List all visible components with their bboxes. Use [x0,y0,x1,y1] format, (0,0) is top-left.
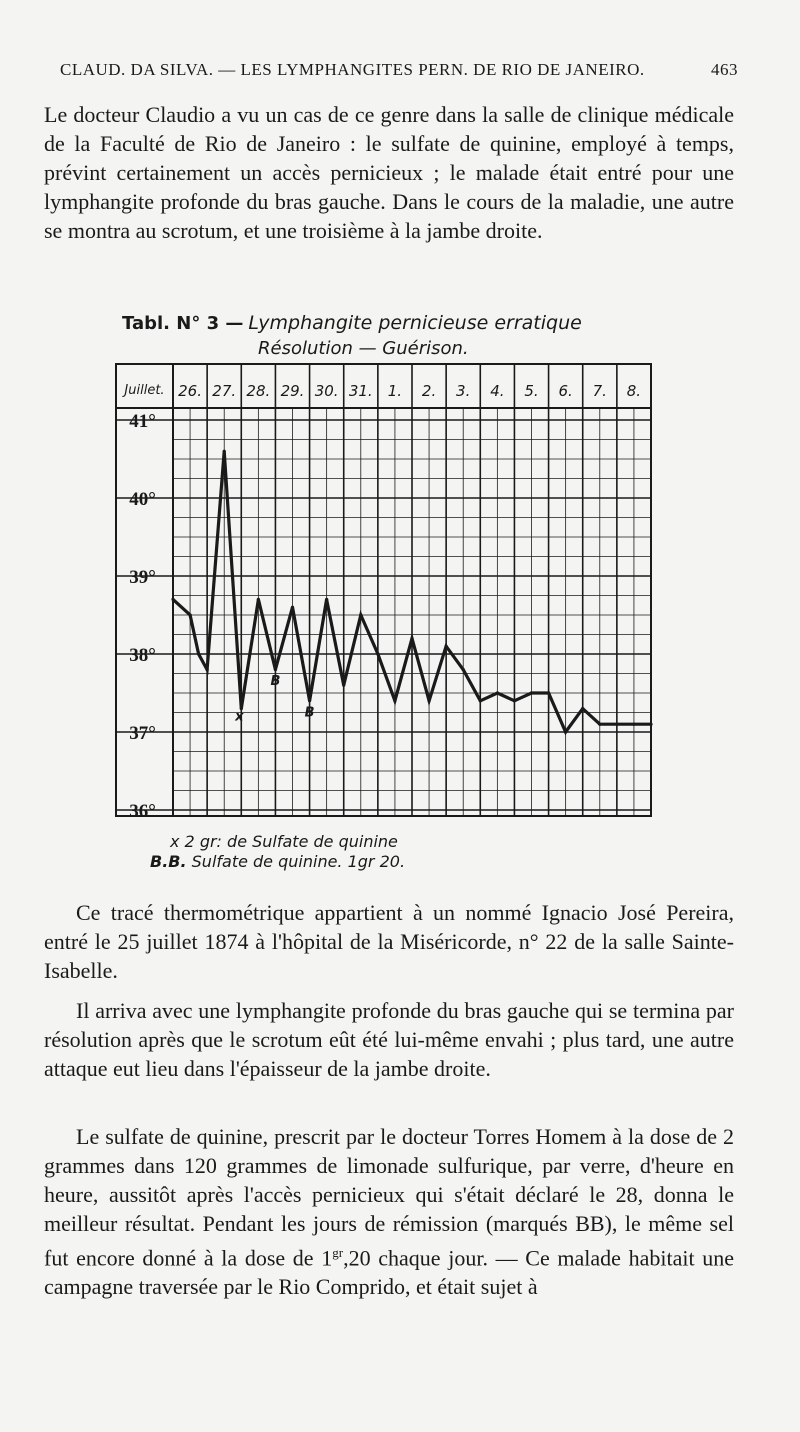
temperature-point [188,613,191,616]
day-label: 3. [456,382,471,400]
chart-frame [116,364,651,816]
temperature-point [427,699,430,702]
y-tick-label: 40° [129,489,156,510]
figure-label: Tabl. N° 3 — [122,313,244,334]
temperature-point [342,684,345,687]
treatment-text-b: ,20 chaque jour. — Ce malade habitait une campagne traversée par le Rio Comprido, et était sujet à [44,1245,735,1300]
y-tick-label: 41° [129,411,156,432]
chart-annotation: B [304,705,315,721]
temperature-point [291,606,294,609]
temperature-point [496,691,499,694]
temperature-point [393,699,396,702]
temperature-point [564,730,567,733]
temperature-point [410,637,413,640]
day-label: 30. [314,382,339,400]
day-label: 7. [592,382,607,400]
gram-superscript: gr [332,1245,344,1260]
paragraph-trace: Ce tracé thermométrique appartient à un nommé Ignacio José Pereira, entré le 25 juillet 1874 à l'hôpital de la Miséricorde, n° 22 de la salle Sainte-Isabelle. [44,900,734,983]
temperature-point [513,699,516,702]
temperature-point [376,652,379,655]
y-tick-label: 37° [129,723,156,744]
temperature-point [530,691,533,694]
y-tick-label: 38° [129,645,156,666]
temperature-point [223,450,226,453]
temperature-point [197,652,200,655]
paragraph-arrival: Il arriva avec une lymphangite profonde du bras gauche qui se termina par résolution après que le scrotum eût été lui-même envahi ; plus tard, une autre attaque eut lieu dans l'épaisseur de la jambe droite. [44,998,734,1081]
temperature-point [206,668,209,671]
temperature-point [581,707,584,710]
day-label: 31. [348,382,373,400]
temperature-point [359,613,362,616]
temperature-point [308,699,311,702]
legend-x-note: x 2 gr: de Sulfate de quinine [170,832,398,851]
temperature-point [171,598,174,601]
month-label: Juillet. [124,383,165,398]
day-label: 27. [212,382,237,400]
temperature-point [632,723,635,726]
day-label: 28. [246,382,271,400]
paragraph-intro: Le docteur Claudio a vu un cas de ce genre dans la salle de clinique médicale de la Faculté de Rio de Janeiro : le sulfate de quinine, employé à temps, prévint certainement un accès pernicieux ; le malade était entré pour une lymphangite profonde du bras gauche. Dans le cours de la maladie, une autre se montra au scrotum, et une troisième à la jambe droite. [44,102,734,243]
temperature-point [598,723,601,726]
temperature-point [615,723,618,726]
day-label: 6. [558,382,573,400]
legend-bb-prefix: B.B. [150,852,187,871]
figure-title-text: Lymphangite pernicieuse erratique [248,312,582,334]
page-number: 463 [711,60,738,79]
day-label: 29. [280,382,305,400]
y-tick-label: 36° [129,801,156,822]
chart-annotation: B [270,674,281,690]
temperature-point [445,645,448,648]
temperature-point [649,723,652,726]
paragraph-treatment [44,1122,734,1301]
y-tick-label: 39° [129,567,156,588]
day-label: 4. [490,382,505,400]
legend-bb-note [150,852,405,871]
temperature-point [547,691,550,694]
temperature-point [274,668,277,671]
temperature-point [325,598,328,601]
temperature-point [462,668,465,671]
day-label: 2. [421,382,437,400]
figure-subtitle: Résolution — Guérison. [258,338,469,359]
legend-bb-text: Sulfate de quinine. 1gr 20. [191,852,406,871]
treatment-text-a: Le sulfate de quinine, prescrit par le docteur Torres Homem à la dose de 2 grammes dans 120 grammes de limonade sulfurique, par verre, d'heure en heure, aussitôt après l'accès pernicieux qui s'était déclaré le 28, donna le meilleur résultat. Pendant les jours de rémission (marqués BB), le même sel fut encore donné à la dose de 1 [44,1124,734,1271]
temperature-point [257,598,260,601]
temperature-point [479,699,482,702]
chart-annotation: x [235,709,244,725]
day-label: 1. [387,382,403,400]
day-label: 26. [178,382,203,400]
day-label: 5. [524,382,539,400]
day-label: 8. [626,382,642,400]
running-title: CLAUD. DA SILVA. — LES LYMPHANGITES PERN. DE RIO DE JANEIRO. [60,60,645,79]
